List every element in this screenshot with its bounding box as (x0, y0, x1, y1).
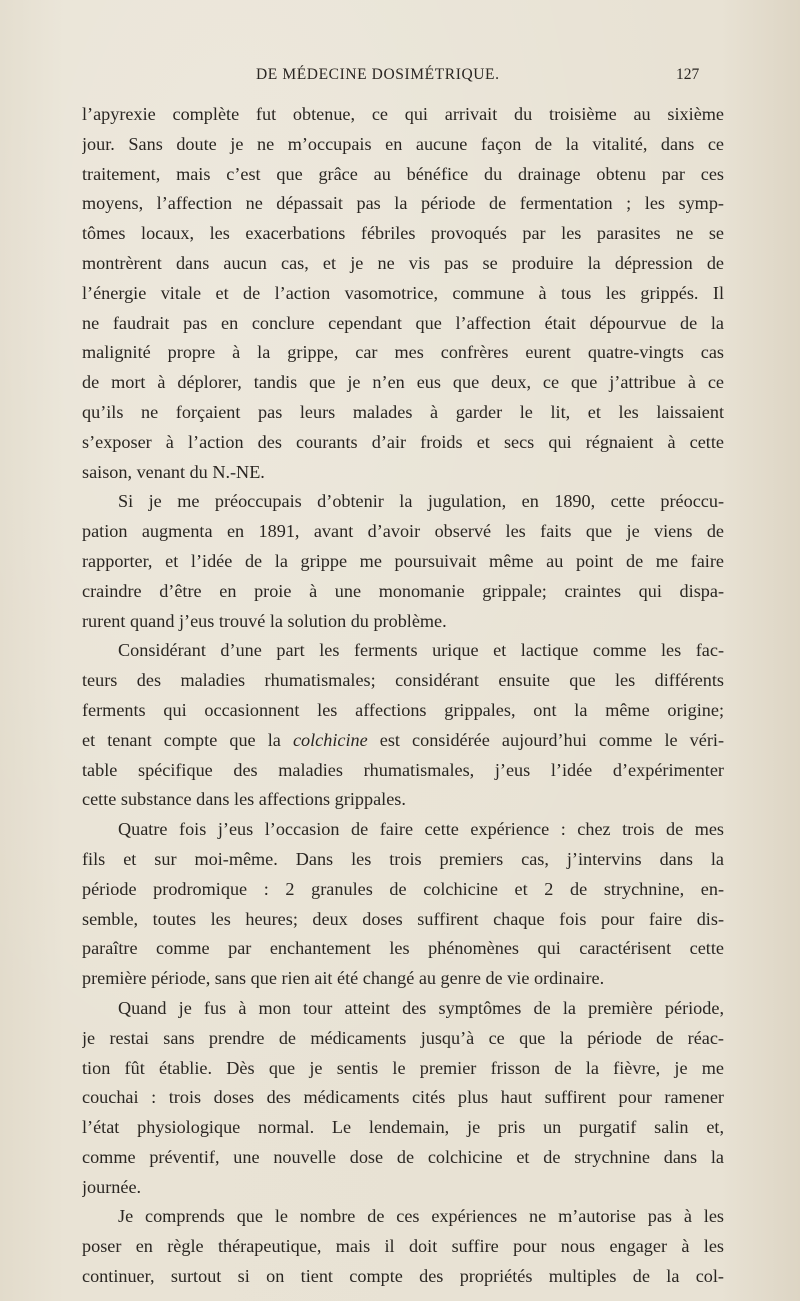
text-line: jour. Sans doute je ne m’occupais en aucune façon de la vitalité, dans ce (82, 133, 724, 154)
text-line: s’exposer à l’action des courants d’air froids et secs qui régnaient à cette (82, 431, 724, 452)
text-line: semble, toutes les heures; deux doses suffirent chaque fois pour faire dis- (82, 908, 724, 929)
text-line: Quatre fois j’eus l’occasion de faire cette expérience : chez trois de mes (118, 819, 724, 840)
text-line: Si je me préoccupais d’obtenir la jugulation, en 1890, cette préoccu- (118, 491, 724, 512)
italic-term: colchicine (292, 729, 368, 750)
text-line: première période, sans que rien ait été changé au genre de vie ordinaire. (82, 968, 605, 989)
text-line: rapporter, et l’idée de la grippe me poursuivait même au point de me faire (82, 550, 724, 571)
text-line: couchai : trois doses des médicaments cités plus haut suffirent pour ramener (82, 1087, 724, 1108)
text-line: ferments qui occasionnent les affections grippales, ont la même origine; (82, 699, 724, 720)
text-line: l’apyrexie complète fut obtenue, ce qui arrivait du troisième au sixième (82, 104, 724, 124)
text-line: Quand je fus à mon tour atteint des symptômes de la première période, (118, 997, 724, 1018)
text-line: tômes locaux, les exacerbations fébriles provoqués par les parasites ne se (82, 223, 724, 244)
text-line: l’énergie vitale et de l’action vasomotrice, commune à tous les grippés. Il (82, 282, 724, 303)
running-head (0, 66, 800, 90)
text-line: je restai sans prendre de médicaments jusqu’à ce que la période de réac- (82, 1027, 724, 1048)
text-line: cette substance dans les affections grippales. (82, 789, 406, 810)
text-line: ne faudrait pas en conclure cependant que l’affection était dépourvue de la (82, 312, 724, 333)
text-line: teurs des maladies rhumatismales; considérant ensuite que les différents (82, 670, 724, 691)
text-line: paraître comme par enchantement les phénomènes qui caractérisent cette (82, 938, 724, 959)
text-line: Considérant d’une part les ferments urique et lactique comme les fac- (118, 640, 724, 661)
text-line: continuer, surtout si on tient compte des propriétés multiples de la col- (82, 1266, 724, 1287)
text-line: Je comprends que le nombre de ces expériences ne m’autorise pas à les (118, 1206, 724, 1227)
text-line: l’état physiologique normal. Le lendemain, je pris un purgatif salin et, (82, 1117, 724, 1138)
text-line: rurent quand j’eus trouvé la solution du problème. (82, 610, 447, 631)
text-line: saison, venant du N.-NE. (82, 461, 265, 482)
text-line: table spécifique des maladies rhumatismales, j’eus l’idée d’expérimenter (82, 759, 724, 780)
text-line: moyens, l’affection ne dépassait pas la période de fermentation ; les symp- (82, 193, 724, 214)
text-line: période prodromique : 2 granules de colchicine et 2 de strychnine, en- (82, 878, 724, 899)
text-line: craindre d’être en proie à une monomanie grippale; craintes qui dispa- (82, 580, 724, 601)
text-line: malignité propre à la grippe, car mes confrères eurent quatre-vingts cas (82, 342, 724, 363)
text-line: comme préventif, une nouvelle dose de colchicine et de strychnine dans la (82, 1146, 724, 1167)
text-line: poser en règle thérapeutique, mais il doit suffire pour nous engager à les (82, 1236, 724, 1257)
page-number: 127 (676, 66, 700, 83)
text-line: fils et sur moi-même. Dans les trois premiers cas, j’intervins dans la (82, 848, 724, 869)
text-line: et tenant compte que la colchicine est considérée aujourd’hui comme le véri- (82, 729, 724, 750)
text-line: traitement, mais c’est que grâce au bénéfice du drainage obtenu par ces (82, 163, 724, 184)
text-line: tion fût établie. Dès que je sentis le premier frisson de la fièvre, je me (82, 1057, 724, 1078)
text-line: journée. (82, 1176, 142, 1197)
text-line: qu’ils ne forçaient pas leurs malades à garder le lit, et les laissaient (82, 401, 724, 422)
text-line: montrèrent dans aucun cas, et je ne vis pas se produire la dépression de (82, 252, 724, 273)
text-line: de mort à déplorer, tandis que je n’en eus que deux, ce que j’attribue à ce (82, 372, 724, 393)
running-title: DE MÉDECINE DOSIMÉTRIQUE. (256, 66, 500, 83)
body-text (82, 100, 724, 1292)
text-line: pation augmenta en 1891, avant d’avoir observé les faits que je viens de (82, 521, 724, 542)
